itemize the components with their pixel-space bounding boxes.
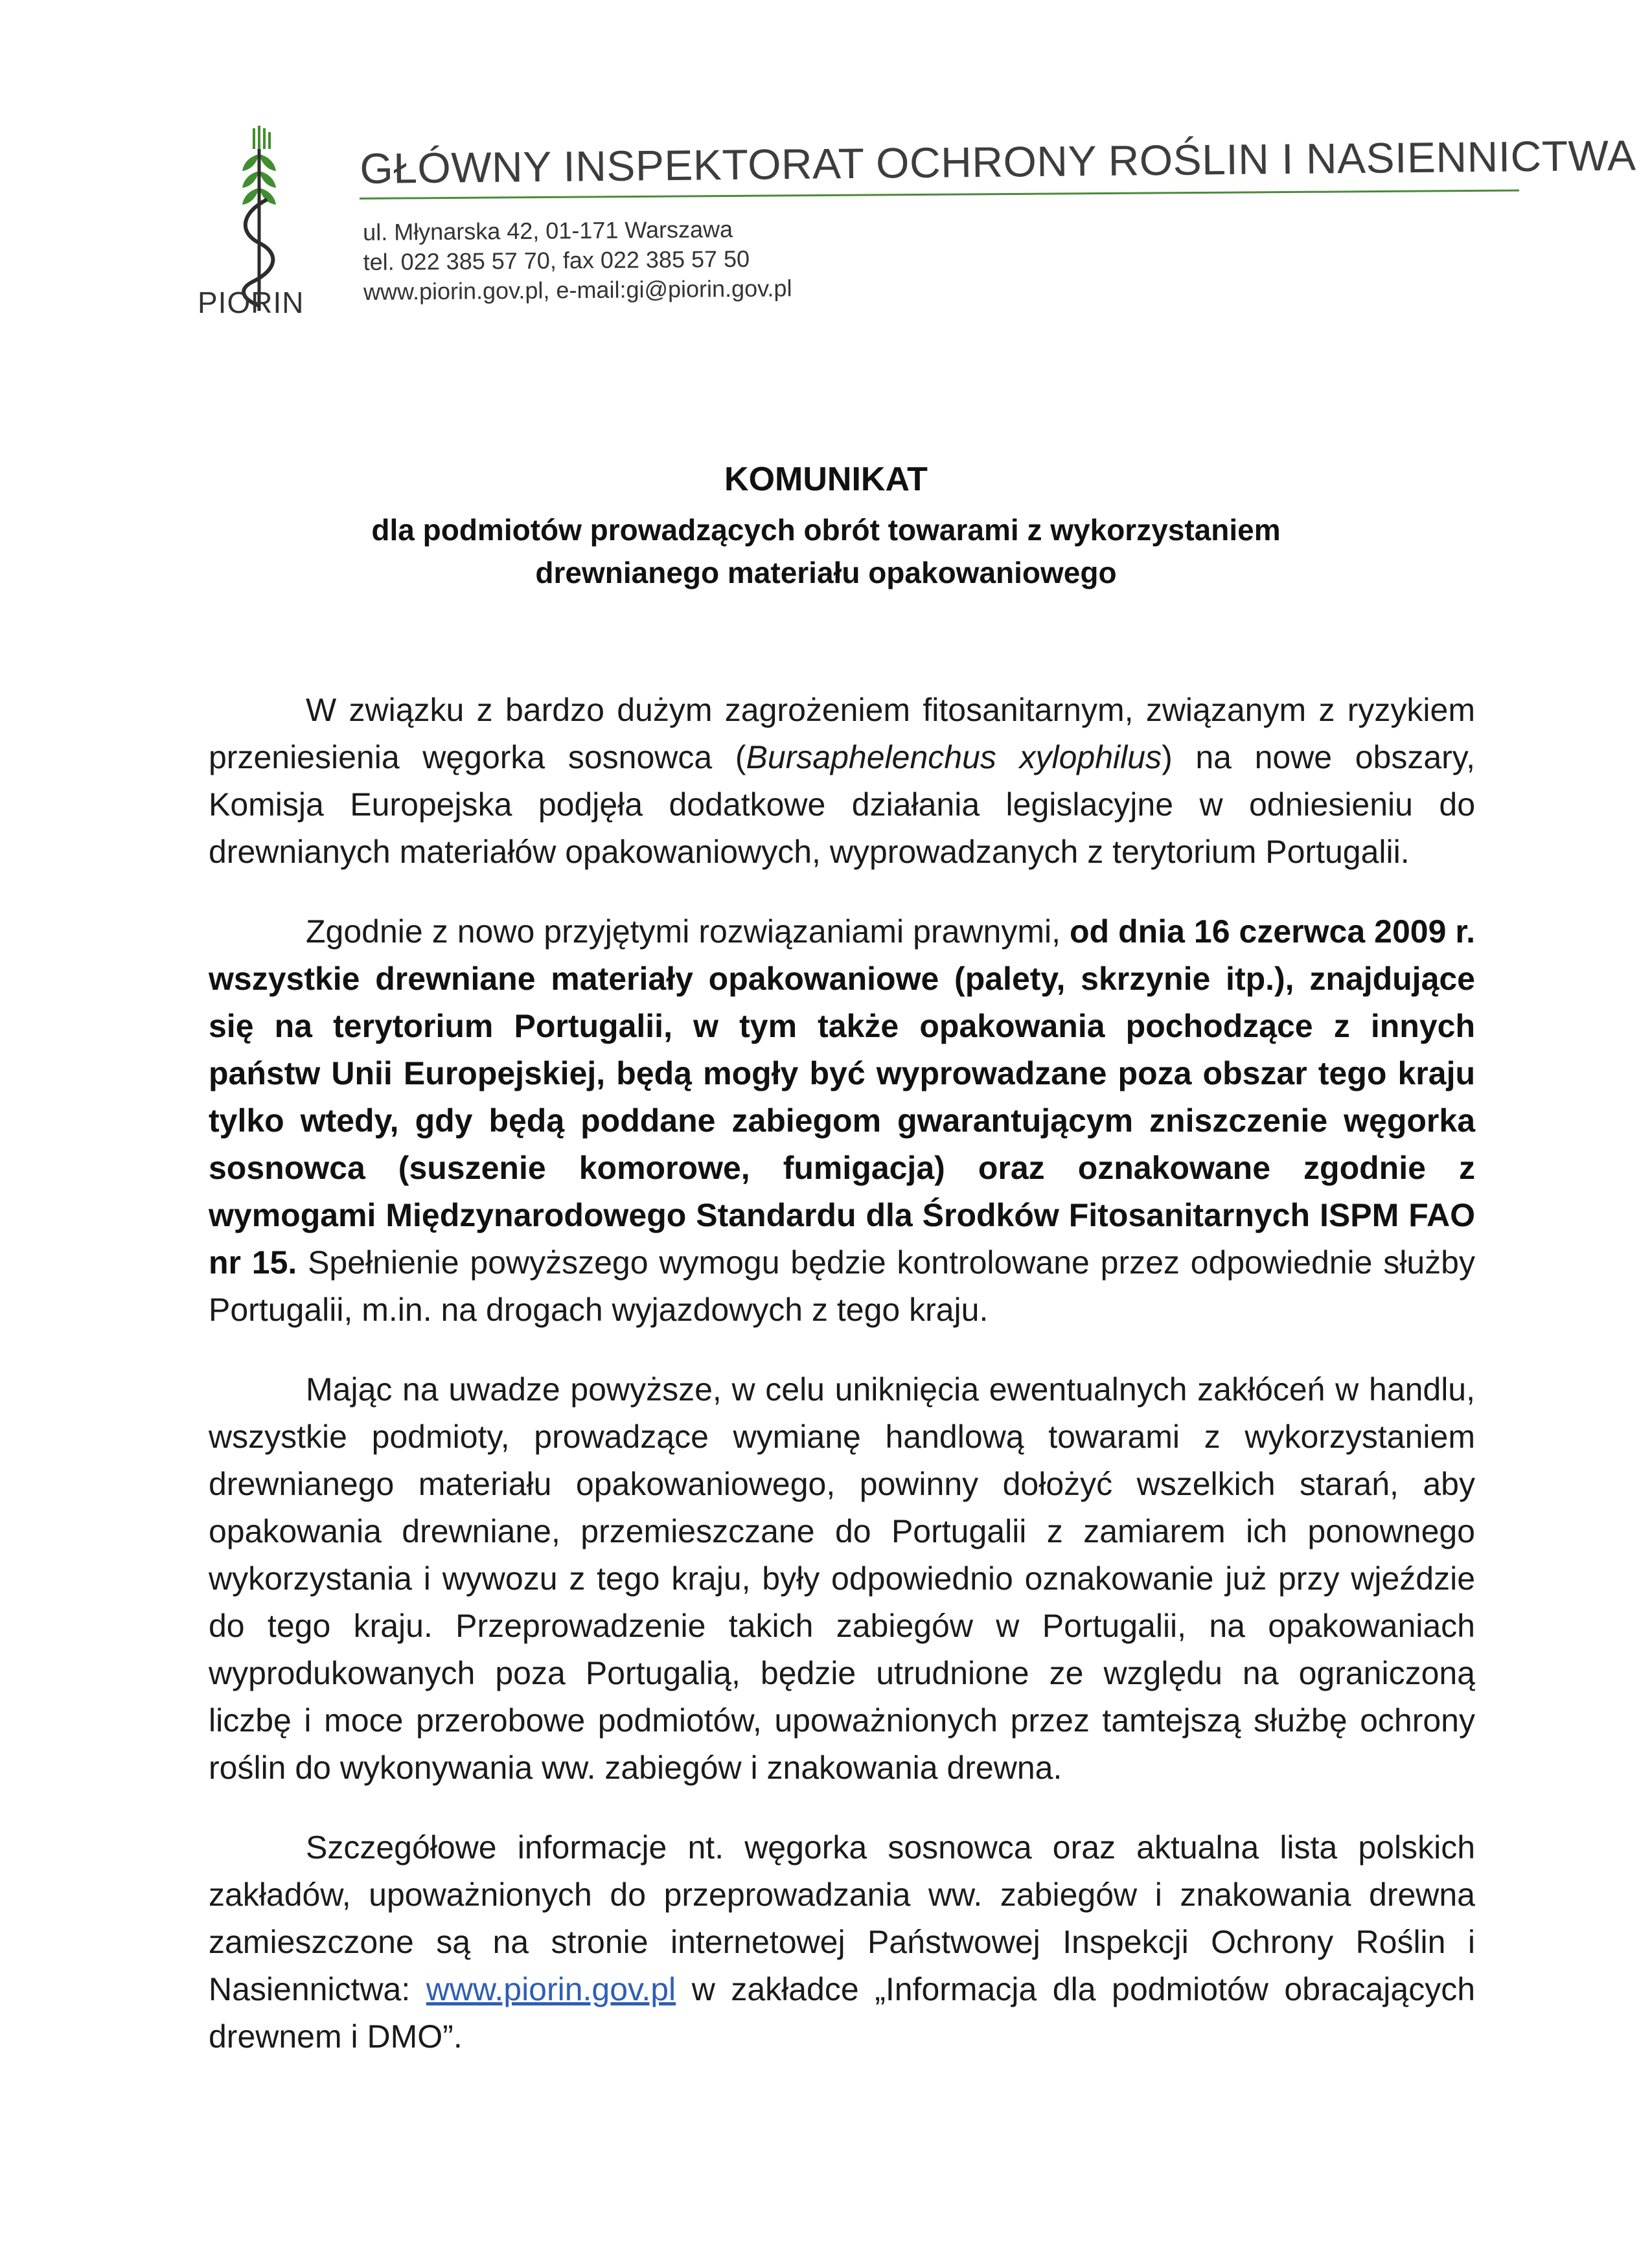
address-line: ul. Młynarska 42, 01-171 Warszawa [363,216,733,245]
paragraph-4-text-b: w zakładce „Informacja dla podmiotów obracających drewnem i DMO”. [209,1971,1475,2055]
paragraph-1-text-a: W związku z bardzo dużym zagrożeniem fitosanitarnym, związanym z ryzykiem przeniesienia węgorka sosnowca ( [209,692,1475,775]
web-email-line: www.piorin.gov.pl, e-mail:gi@piorin.gov.pl [363,275,792,305]
paragraph-2-bold: od dnia 16 czerwca 2009 r. wszystkie drewniane materiały opakowaniowe (palety, skrzynie itp.), znajdujące się na terytorium Portugalii, w tym także opakowania pochodzące z innych państw Unii Europejskiej, będą mogły być wyprowadzane poza obszar tego kraju tylko wtedy, gdy będą poddane zabiegom gwarantującym zniszczenie węgorka sosnowca (suszenie komorowe, fumigacja) oraz oznakowane zgodnie z wymogami Międzynarodowego Standardu dla Środków Fitosanitarnych ISPM FAO nr 15. [209,913,1476,1281]
paragraph-3: Mając na uwadze powyższe, w celu uniknięcia ewentualnych zakłóceń w handlu, wszystkie podmioty, prowadzące wymianę handlową towarami z wykorzystaniem drewnianego materiału opakowaniowego, powinny dołożyć wszelkich starań, aby opakowania drewniane, przemieszczane do Portugalii z zamiarem ich ponownego wykorzystania i wywozu z tego kraju, były odpowiednio oznakowanie już przy wjeździe do tego kraju. Przeprowadzenie takich zabiegów w Portugalii, na opakowaniach wyprodukowanych poza Portugalią, będzie utrudnione ze względu na ograniczoną liczbę i moce przerobowe podmiotów, upoważnionych przez tamtejszą służbę ochrony roślin do wykonywania ww. zabiegów i znakowania drewna. [209,1371,1475,1786]
paragraph-4-text-a: Szczegółowe informacje nt. węgorka sosnowca oraz aktualna lista polskich zakładów, upoważnionych do przeprowadzania ww. zabiegów i znakowania drewna zamieszczone są na stronie internetowej Państwowej Inspekcji Ochrony Roślin i Nasiennictwa: [209,1829,1475,2007]
paragraph-1-text-b: ) na nowe obszary, Komisja Europejska podjęła dodatkowe działania legislacyjne w odniesieniu do drewnianych materiałów opakowaniowych, wyprowadzanych z terytorium Portugalii. [209,739,1475,870]
document-title: KOMUNIKAT [724,461,928,498]
organization-name: GŁÓWNY INSPEKTORAT OCHRONY ROŚLIN I NASIENNICTWA [360,131,1636,192]
piorin-website-link[interactable]: www.piorin.gov.pl [426,1971,676,2007]
logo-text: PIORIN [198,286,304,319]
subtitle-line-1: dla podmiotów prowadzących obrót towarami z wykorzystaniem [371,513,1281,547]
paragraph-2 [209,908,1475,1334]
paragraph-1 [209,687,1475,876]
species-latin-name: Bursaphelenchus xylophilus [746,739,1162,775]
document-subtitle [0,508,1652,594]
contact-block [363,214,792,307]
paragraph-4 [209,1824,1475,2061]
paragraph-2-text-b: Spełnienie powyższego wymogu będzie kontrolowane przez odpowiednie służby Portugalii, m.in. na drogach wyjazdowych z tego kraju. [209,1244,1475,1328]
document-body [209,687,1475,2093]
phone-fax-line: tel. 022 385 57 70, fax 022 385 57 50 [363,245,750,275]
subtitle-line-2: drewnianego materiału opakowaniowego [535,556,1117,589]
paragraph-2-text-a: Zgodnie z nowo przyjętymi rozwiązaniami prawnymi, [306,913,1070,950]
